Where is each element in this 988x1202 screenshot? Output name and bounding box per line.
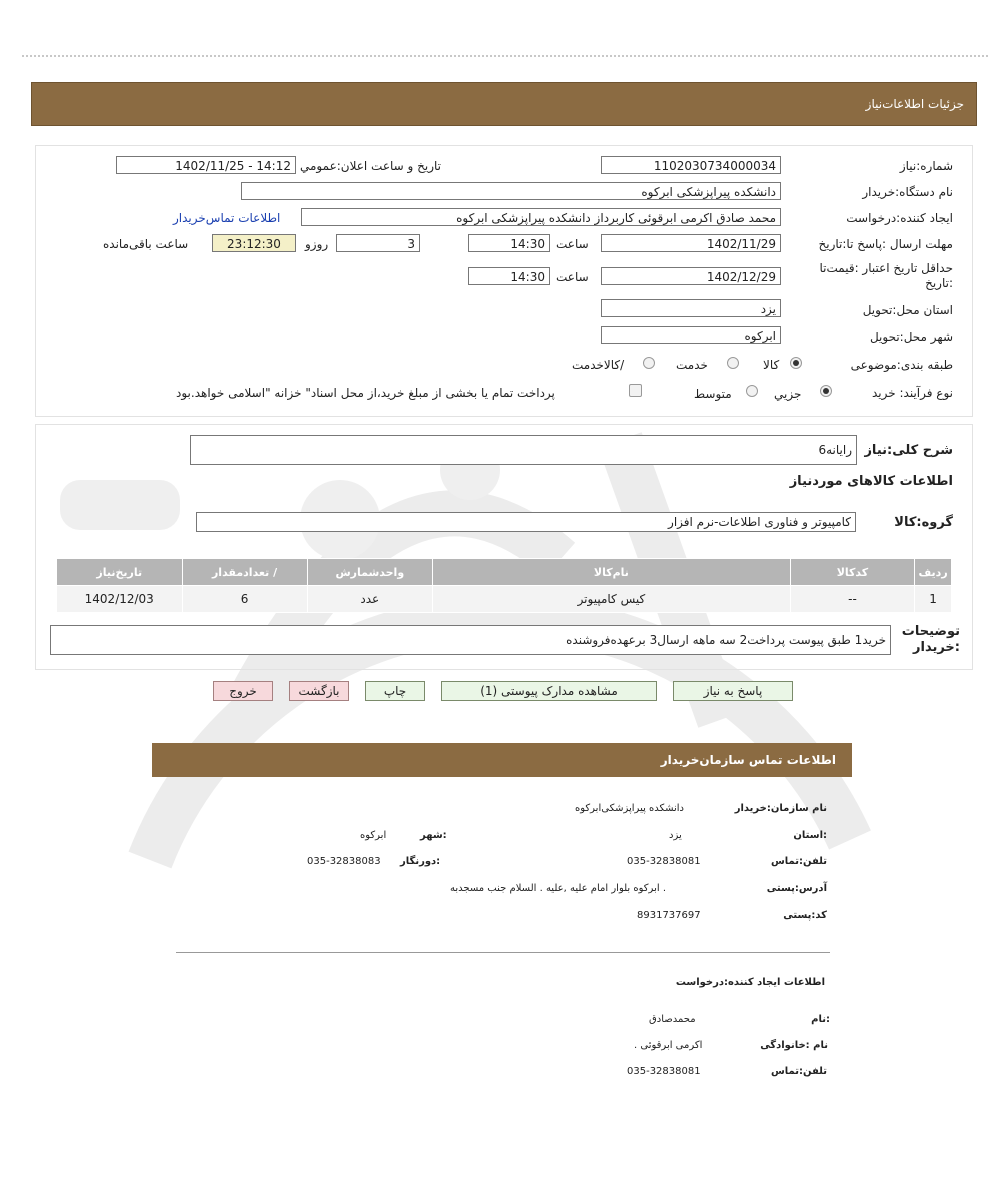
buyer-notes-label: توضیحات :خریدار (901, 624, 960, 655)
category-label: طبقه بندی:موضوعی (850, 358, 953, 372)
days-field: 3 (336, 234, 420, 252)
details-header-title: جزئیات اطلاعات‌نیاز (865, 97, 964, 111)
treasury-payment-note: پرداخت تمام یا بخشی از مبلغ خرید،از محل اسناد" خزانه "اسلامی خواهد.بود (176, 386, 555, 400)
cell-item-code: -- (790, 586, 914, 613)
validity-time-field: 14:30 (468, 267, 550, 285)
contact-address-value: . ابرکوه بلوار امام علیه ,علیه . السلام جنب مسجدبه (450, 883, 666, 894)
print-button[interactable]: چاپ (365, 681, 425, 701)
city-field: ابرکوه (601, 326, 781, 344)
validity-date-field: 1402/12/29 (601, 267, 781, 285)
details-header-bar (31, 82, 977, 126)
col-item-name: نام‌کالا (433, 559, 791, 586)
contact-postal-value: 8931737697 (637, 910, 701, 921)
cell-quantity: 6 (182, 586, 307, 613)
process-small-label: جزيي (774, 387, 802, 401)
deadline-label: مهلت ارسال :پاسخ تا:تاریخ (818, 237, 953, 251)
buyer-contact-title: اطلاعات تماس سازمان‌خریدار (660, 753, 836, 767)
cell-unit: عدد (307, 586, 432, 613)
process-medium-label: متوسط (694, 387, 732, 401)
category-service-radio[interactable] (727, 357, 739, 369)
category-goods-label: کالا (763, 358, 780, 372)
city-label: شهر محل:تحویل (869, 330, 953, 344)
col-row-number: ردیف (915, 559, 952, 586)
contact-org-value: دانشکده پیراپزشکی‌ابرکوه (575, 803, 685, 814)
buyer-contact-link[interactable]: اطلاعات تماس‌خریدار (173, 211, 281, 225)
goods-info-title: اطلاعات کالاهای موردنیاز (789, 474, 953, 489)
need-number-field: 1102030734000034 (601, 156, 781, 174)
cell-need-date: 1402/12/03 (57, 586, 183, 613)
deadline-date-field: 1402/11/29 (601, 234, 781, 252)
category-both-label: /کالاخدمت (572, 358, 625, 372)
requester-family-value: اکرمی ابرقوئی . (634, 1040, 703, 1051)
col-unit: واحدشمارش (307, 559, 432, 586)
contact-phone-value: 035-32838081 (627, 856, 701, 867)
requester-name-label: :نام (811, 1014, 830, 1025)
validity-label: حداقل تاریخ اعتبار :قیمت‌تا :تاریخ (819, 261, 953, 290)
summary-field: رایانه6 (190, 435, 857, 465)
creator-field: محمد صادق اکرمی ابرقوئی کاربرداز دانشکده پیراپزشکی ابرکوه (301, 208, 781, 226)
contact-phone-label: تلفن:تماس (770, 856, 827, 867)
top-dotted-divider (22, 55, 988, 57)
contact-city-value: ابرکوه (360, 830, 387, 841)
days-label: روزو (305, 237, 329, 251)
contact-city-label: :شهر (420, 830, 447, 841)
category-goods-radio[interactable] (790, 357, 802, 369)
contact-address-label: آدرس:پستی (766, 883, 827, 894)
goods-table (56, 558, 952, 613)
col-item-code: کدکالا (790, 559, 914, 586)
table-row (57, 586, 952, 613)
contact-province-label: :استان (793, 830, 827, 841)
requester-phone-label: تلفن:تماس (770, 1066, 827, 1077)
buyer-org-field: دانشکده پیراپزشکی ابرکوه (241, 182, 781, 200)
process-label: نوع فرآیند: خرید (872, 386, 953, 400)
goods-table-header (57, 559, 952, 586)
requester-name-value: محمدصادق (649, 1014, 696, 1025)
contact-postal-label: کد:پستی (783, 910, 827, 921)
view-attachments-button[interactable]: مشاهده مدارک پیوستی (1) (441, 681, 657, 701)
remaining-time-field: 23:12:30 (212, 234, 296, 252)
announce-field: 1402/11/25 - 14:12 (116, 156, 296, 174)
process-small-radio[interactable] (820, 385, 832, 397)
validity-time-label: ساعت (556, 270, 589, 284)
creator-label: ایجاد کننده:درخواست (846, 211, 953, 225)
contact-org-label: نام سازمان:خریدار (734, 803, 827, 814)
category-both-radio[interactable] (643, 357, 655, 369)
contact-fax-value: 035-32838083 (307, 856, 381, 867)
contact-fax-label: :دورنگار (400, 856, 441, 867)
requester-title: اطلاعات ایجاد کننده:درخواست (675, 977, 825, 988)
treasury-payment-checkbox[interactable] (629, 384, 642, 397)
need-number-label: شماره:نیاز (899, 159, 953, 173)
deadline-time-label: ساعت (556, 237, 589, 251)
contact-province-value: یزد (669, 830, 682, 841)
buyer-contact-header-bar (152, 743, 852, 777)
process-medium-radio[interactable] (746, 385, 758, 397)
reply-to-need-button[interactable]: پاسخ به نیاز (673, 681, 793, 701)
contact-divider (176, 952, 830, 953)
category-service-label: خدمت (676, 358, 708, 372)
cell-row-number: 1 (915, 586, 952, 613)
requester-phone-value: 035-32838081 (627, 1066, 701, 1077)
buyer-notes-field: خرید1 طبق پیوست پرداخت2 سه ماهه ارسال3 برعهده‌فروشنده (50, 625, 891, 655)
requester-family-label: نام :خانوادگی (760, 1040, 828, 1051)
buyer-org-label: نام دستگاه:خریدار (862, 185, 953, 199)
province-label: استان محل:تحویل (862, 303, 953, 317)
summary-label: شرح کلی:نیاز (864, 443, 953, 458)
col-quantity: / تعدادمقدار (182, 559, 307, 586)
remaining-time-label: ساعت باقی‌مانده (103, 237, 189, 251)
deadline-time-field: 14:30 (468, 234, 550, 252)
cell-item-name: کیس کامپیوتر (433, 586, 791, 613)
col-need-date: تاریخ‌نیاز (57, 559, 183, 586)
exit-button[interactable]: خروج (213, 681, 273, 701)
back-button[interactable]: بازگشت (289, 681, 349, 701)
province-field: یزد (601, 299, 781, 317)
goods-group-field: کامپیوتر و فناوری اطلاعات-نرم افزار (196, 512, 856, 532)
announce-label: تاریخ و ساعت اعلان:عمومي (300, 159, 442, 173)
goods-group-label: گروه:کالا (894, 515, 953, 530)
